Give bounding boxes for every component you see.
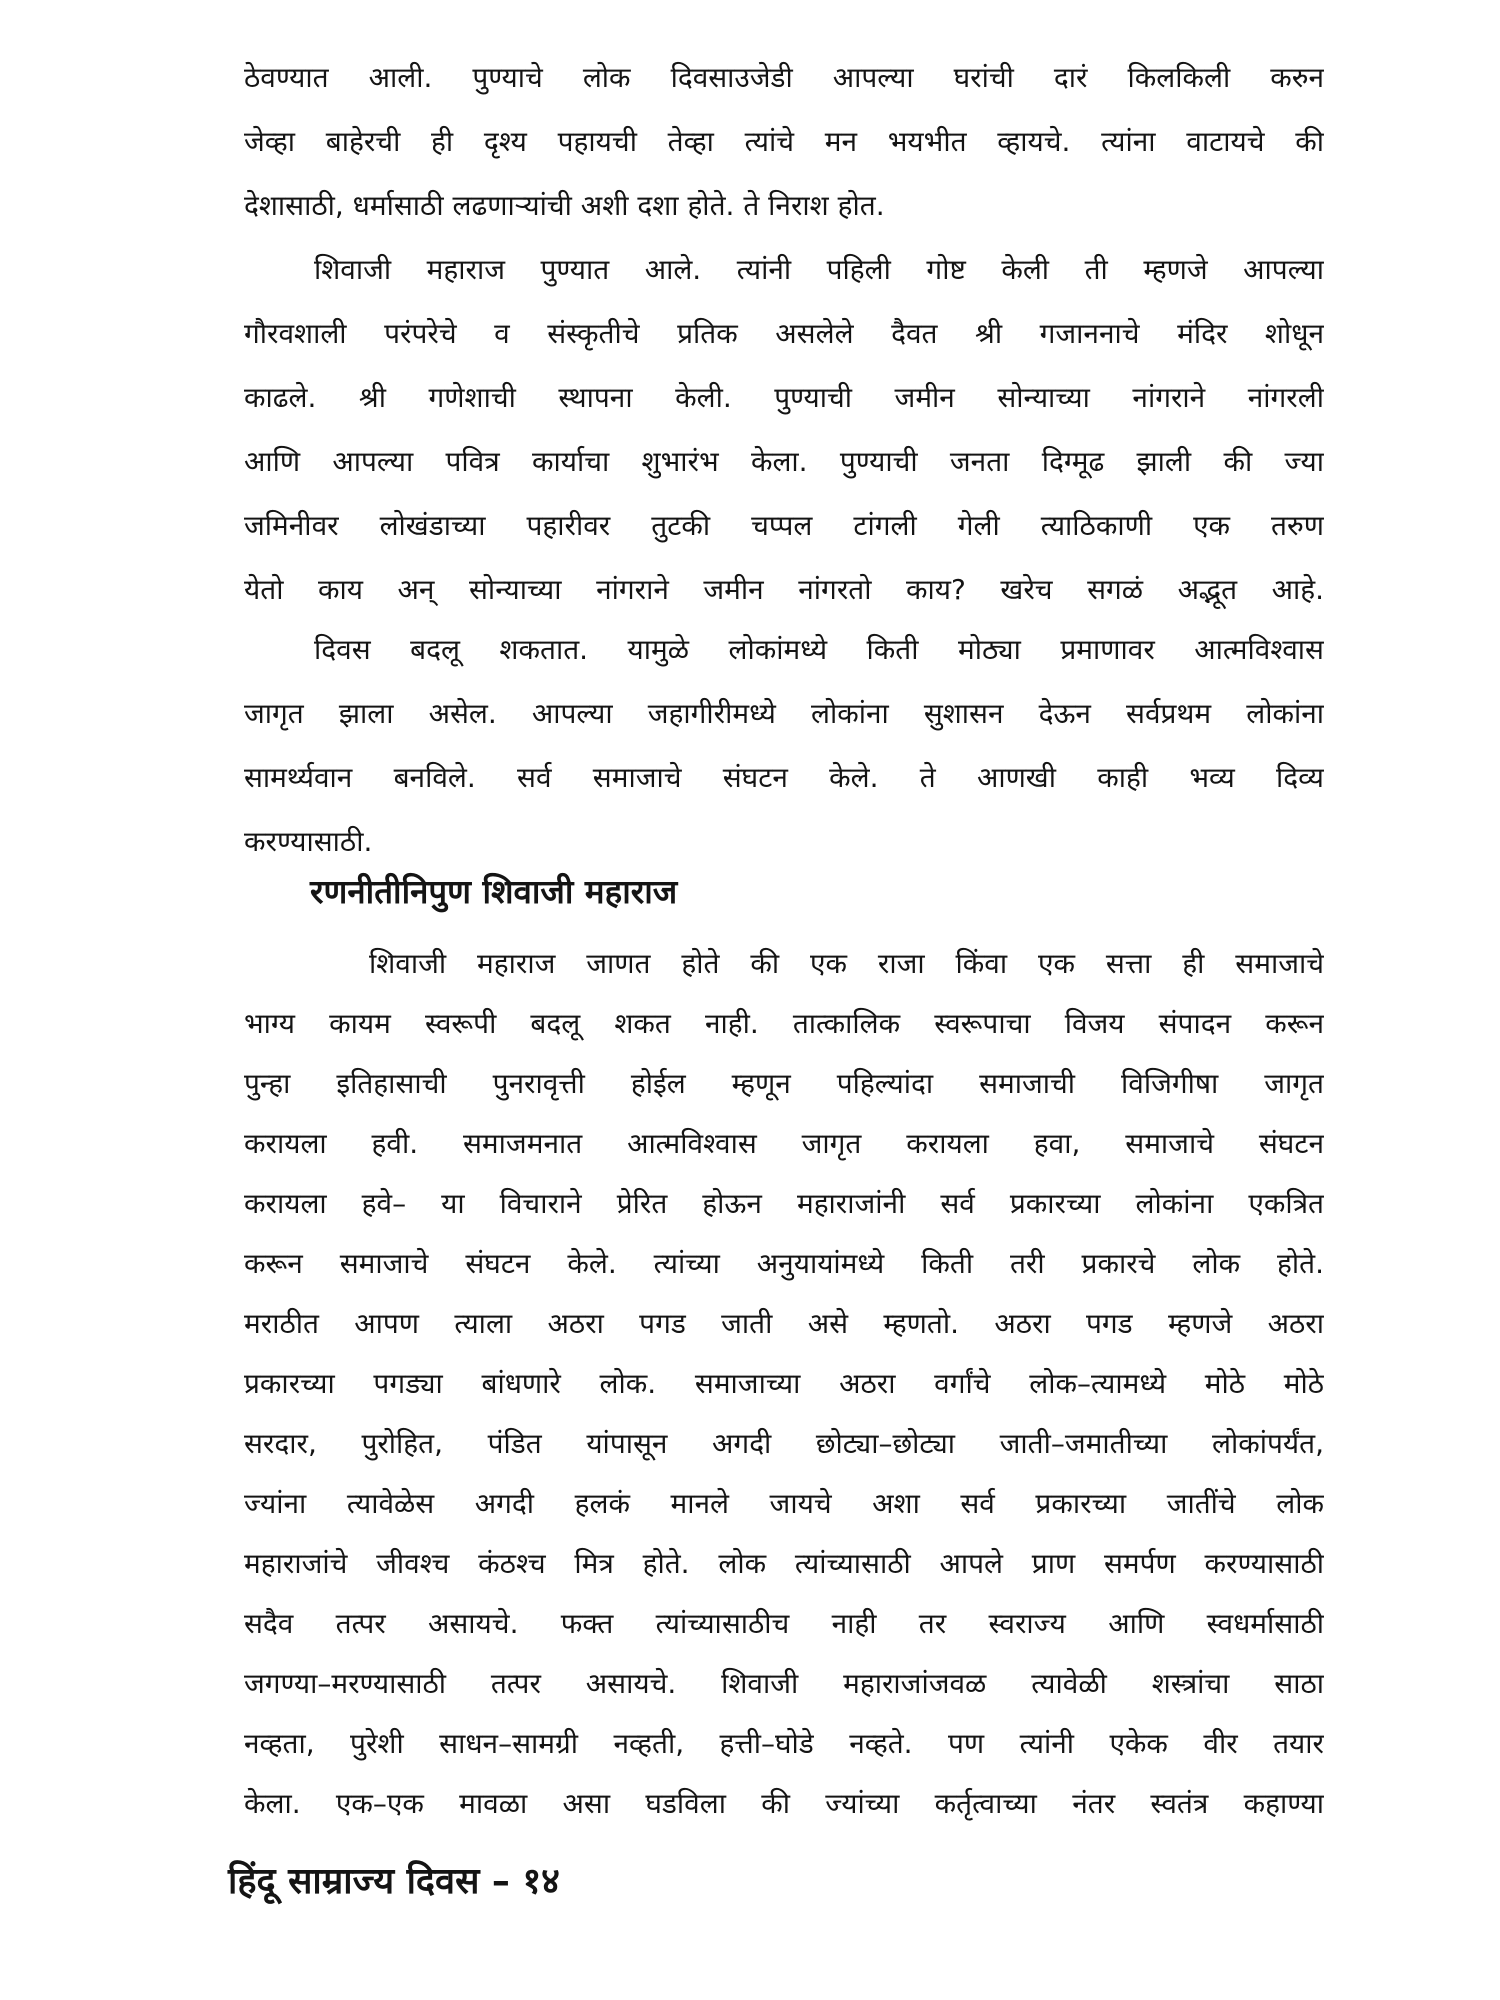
text-line: करून समाजाचे संघटन केले. त्यांच्या अनुयायांमध्ये किती तरी प्रकारचे लोक होते. xyxy=(244,1247,1324,1280)
text-line: येतो काय अन् सोन्याच्या नांगराने जमीन नांगरतो काय? खरेच सगळं अद्भूत आहे. xyxy=(244,573,1324,606)
text-line: शिवाजी महाराज जाणत होते की एक राजा किंवा एक सत्ता ही समाजाचे xyxy=(369,947,1324,980)
text-line: शिवाजी महाराज पुण्यात आले. त्यांनी पहिली गोष्ट केली ती म्हणजे आपल्या xyxy=(314,253,1324,286)
text-line: मराठीत आपण त्याला अठरा पगड जाती असे म्हणतो. अठरा पगड म्हणजे अठरा xyxy=(244,1307,1324,1340)
text-line: करायला हवे– या विचाराने प्रेरित होऊन महाराजांनी सर्व प्रकारच्या लोकांना एकत्रित xyxy=(244,1187,1324,1220)
text-line: पुन्हा इतिहासाची पुनरावृत्ती होईल म्हणून पहिल्यांदा समाजाची विजिगीषा जागृत xyxy=(244,1067,1324,1100)
text-line: सरदार, पुरोहित, पंडित यांपासून अगदी छोट्या–छोट्या जाती–जमातीच्या लोकांपर्यंत, xyxy=(244,1427,1324,1460)
text-line: आणि आपल्या पवित्र कार्याचा शुभारंभ केला. पुण्याची जनता दिग्मूढ झाली की ज्या xyxy=(244,445,1324,478)
text-line: भाग्य कायम स्वरूपी बदलू शकत नाही. तात्कालिक स्वरूपाचा विजय संपादन करून xyxy=(244,1007,1324,1040)
text-line: केला. एक–एक मावळा असा घडविला की ज्यांच्या कर्तृत्वाच्या नंतर स्वतंत्र कहाण्या xyxy=(244,1787,1324,1820)
text-line: ज्यांना त्यावेळेस अगदी हलकं मानले जायचे अशा सर्व प्रकारच्या जातींचे लोक xyxy=(244,1487,1324,1520)
text-line: जागृत झाला असेल. आपल्या जहागीरीमध्ये लोकांना सुशासन देऊन सर्वप्रथम लोकांना xyxy=(244,697,1324,730)
text-line: जमिनीवर लोखंडाच्या पहारीवर तुटकी चप्पल टांगली गेली त्याठिकाणी एक तरुण xyxy=(244,509,1324,542)
text-line: काढले. श्री गणेशाची स्थापना केली. पुण्याची जमीन सोन्याच्या नांगराने नांगरली xyxy=(244,381,1324,414)
text-line: प्रकारच्या पगड्या बांधणारे लोक. समाजाच्या अठरा वर्गांचे लोक–त्यामध्ये मोठे मोठे xyxy=(244,1367,1324,1400)
text-line: सदैव तत्पर असायचे. फक्त त्यांच्यासाठीच नाही तर स्वराज्य आणि स्वधर्मासाठी xyxy=(244,1607,1324,1640)
text-line: जेव्हा बाहेरची ही दृश्य पहायची तेव्हा त्यांचे मन भयभीत व्हायचे. त्यांना वाटायचे की xyxy=(244,125,1324,158)
text-line: सामर्थ्यवान बनविले. सर्व समाजाचे संघटन केले. ते आणखी काही भव्य दिव्य xyxy=(244,761,1324,794)
text-line: देशासाठी, धर्मासाठी लढणाऱ्यांची अशी दशा होते. ते निराश होत. xyxy=(244,189,885,222)
text-line: गौरवशाली परंपरेचे व संस्कृतीचे प्रतिक असलेले दैवत श्री गजाननाचे मंदिर शोधून xyxy=(244,317,1324,350)
text-line: महाराजांचे जीवश्च कंठश्च मित्र होते. लोक त्यांच्यासाठी आपले प्राण समर्पण करण्यासाठी xyxy=(244,1547,1324,1580)
page-footer: हिंदू साम्राज्य दिवस – १४ xyxy=(228,1861,560,1902)
text-line: ठेवण्यात आली. पुण्याचे लोक दिवसाउजेडी आपल्या घरांची दारं किलकिली करुन xyxy=(244,61,1324,94)
text-line: करण्यासाठी. xyxy=(244,825,373,858)
section-heading: रणनीतीनिपुण शिवाजी महाराज xyxy=(310,872,678,911)
text-line: दिवस बदलू शकतात. यामुळे लोकांमध्ये किती मोठ्या प्रमाणावर आत्मविश्वास xyxy=(314,633,1324,666)
text-line: नव्हता, पुरेशी साधन–सामग्री नव्हती, हत्ती–घोडे नव्हते. पण त्यांनी एकेक वीर तयार xyxy=(244,1727,1324,1760)
text-line: जगण्या–मरण्यासाठी तत्पर असायचे. शिवाजी महाराजांजवळ त्यावेळी शस्त्रांचा साठा xyxy=(244,1667,1324,1700)
text-line: करायला हवी. समाजमनात आत्मविश्वास जागृत करायला हवा, समाजाचे संघटन xyxy=(244,1127,1324,1160)
